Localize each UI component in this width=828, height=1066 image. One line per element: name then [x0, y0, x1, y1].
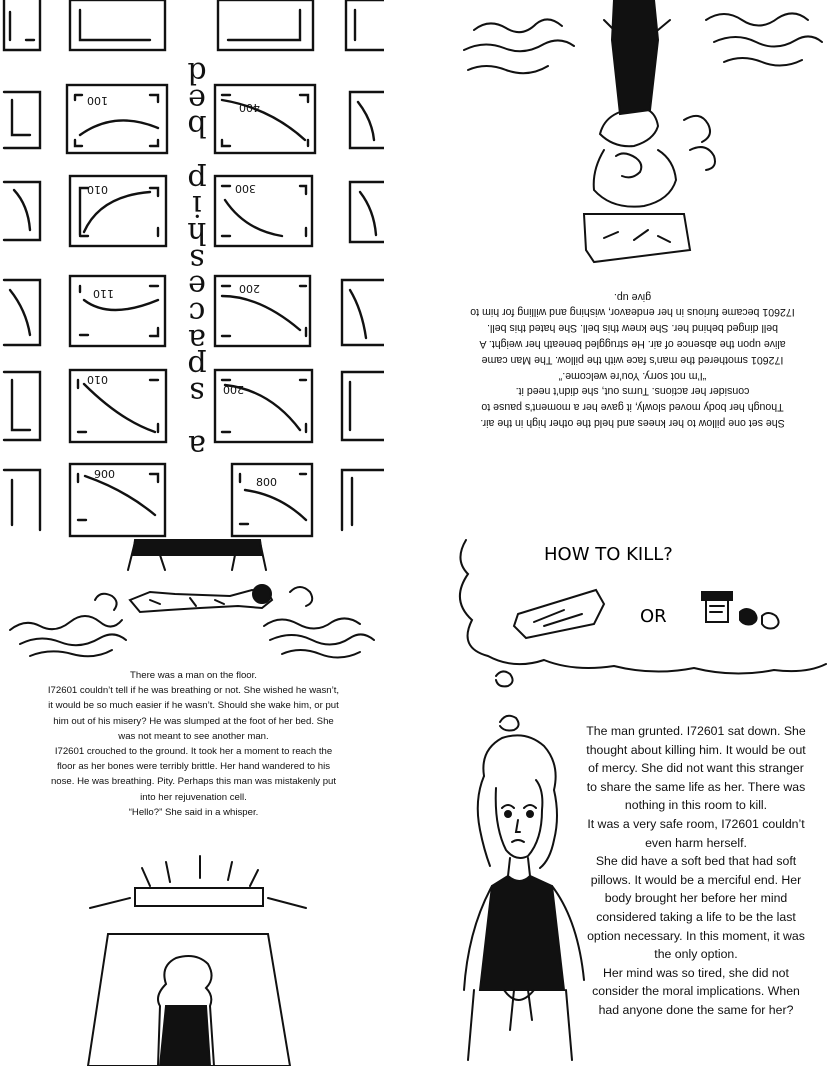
mid-right-frames: [215, 0, 315, 536]
woman-at-door-drawing: [0, 846, 384, 1066]
thought-bubble-question: HOW TO KILL?: [544, 544, 673, 565]
vertical-title-letter: s: [189, 241, 205, 277]
narrative-paragraph: “I’m not sorry. You’re welcome.”: [558, 369, 707, 382]
right-column-frames: [342, 0, 384, 530]
right-narrative-text: [585, 722, 807, 1020]
upside-down-narrative-text: [470, 288, 795, 430]
panel-grid-illustration: [0, 0, 384, 545]
vertical-title: [182, 55, 212, 464]
panel-number: 400: [239, 101, 260, 114]
narrative-paragraph: I72601 smothered the man’s face with the pillow. The Man came alive upon the absence of air. He struggled beneath her weight. A bell dinged behind her. She knew this bell. She hated this bell. I72601 became furious in her endeavor, wishing and willing for him to give up.: [470, 290, 795, 366]
left-narrative-text: [46, 668, 341, 820]
narrative-paragraph: She did have a soft bed that had soft pillows. It would be a merciful end. Her body brought her before her mind considered taking a life to be the last option necessary. In this moment, it was the only option.: [587, 854, 805, 962]
panel-number: 010: [87, 373, 108, 386]
panel-number: 900: [94, 468, 115, 481]
narrative-paragraph: I72601 crouched to the ground. It took her a moment to reach the floor as her bones were terribly brittle. Her hand wandered to his nose. He was breathing. Pity. Perhaps this man was mistakenly put into her rejuvenation cell.: [50, 746, 337, 803]
mid-left-frames: [67, 0, 167, 536]
vertical-title-letter: i: [192, 188, 202, 224]
thought-bubble-drawing: [444, 530, 828, 690]
vertical-title-letter: s: [189, 375, 205, 410]
vertical-title-letter: c: [188, 295, 206, 330]
panel-woman-portrait: [444, 690, 594, 1066]
left-column-frames: [4, 0, 40, 530]
narrative-paragraph: There was a man on the floor.: [130, 670, 257, 681]
panel-smothering-illustration: [444, 0, 828, 290]
panel-number: 800: [256, 476, 277, 489]
vertical-title-letter: a: [188, 428, 206, 464]
narrative-paragraph: She set one pillow to her knees and held the other high in the air. Though her body moved slowly, it gave her a moment’s pause to consider her actions. Turns out, she didn’t need it.: [480, 385, 785, 430]
panel-number: 300: [235, 182, 256, 195]
narrative-paragraph: I72601 couldn’t tell if he was breathing or not. She wished he wasn’t, it would be so much easier if he wasn’t. Should she wake him, or put him out of his misery? He was slumped at the foot of her bed. She was not meant to see another man.: [47, 685, 340, 742]
narrative-paragraph: Her mind was so tired, she did not consider the moral implications. When had anyone done the same for her?: [592, 965, 800, 1017]
vertical-title-letter: h: [187, 215, 207, 250]
vertical-title-letter: e: [188, 268, 206, 304]
narrative-paragraph: It was a very safe room, I72601 couldn’t even harm herself.: [587, 816, 805, 850]
vertical-title-letter: p: [187, 348, 207, 384]
narrative-paragraph: “Hello?” She said in a whisper.: [128, 806, 259, 818]
smothering-drawing: [444, 0, 828, 290]
thought-bubble-or: OR: [640, 606, 667, 627]
panel-number: 010: [87, 183, 108, 196]
panel-thought-bubble: [444, 530, 828, 690]
panel-number: 200: [239, 282, 260, 295]
woman-portrait-drawing: [444, 690, 594, 1066]
narrative-paragraph: The man grunted. I72601 sat down. She thought about killing him. It would be out of mercy. She did not want this stranger to share the same life as her. There was nothing in this room to kill.: [586, 724, 806, 813]
panel-number: 100: [87, 94, 108, 107]
vertical-title-letter: b: [187, 108, 207, 144]
vertical-title-letter: a: [188, 321, 206, 357]
panel-number: 200: [223, 383, 244, 396]
vertical-title-letter: e: [188, 81, 206, 117]
vertical-title-letter: p: [187, 161, 207, 197]
vertical-title-letter: d: [187, 55, 207, 90]
panel-number: 110: [93, 287, 114, 300]
bed-and-man-drawing: [0, 530, 384, 680]
